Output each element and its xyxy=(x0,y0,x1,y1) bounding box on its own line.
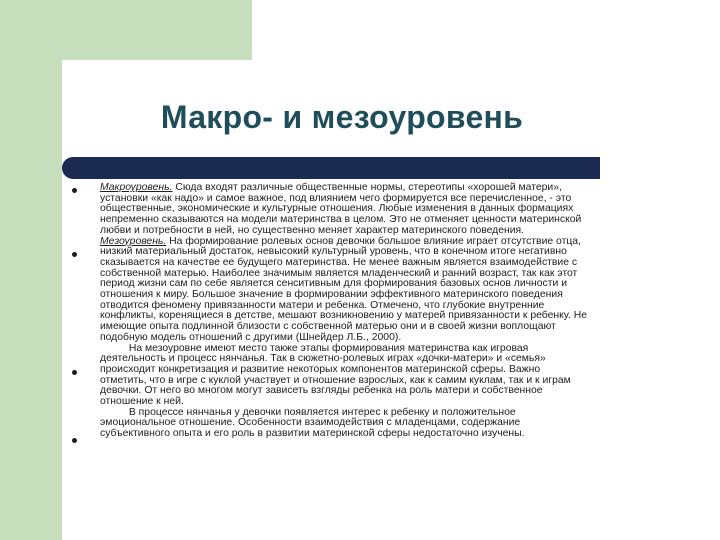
body-line: сказывается на качестве ее будущего материнства. Не менее важным является взаимодействие с xyxy=(100,256,578,268)
left-decoration-band xyxy=(0,0,62,540)
slide-body xyxy=(100,183,670,440)
slide-title: Макро- и мезоуровень xyxy=(160,99,524,135)
paragraph-play xyxy=(100,344,670,408)
body-line: имеющие опыта подлинной близости с собственной матерью они и в своей жизни воплощают xyxy=(100,321,556,333)
body-line: девочки. От него во многом могут зависеть взгляды ребенка на роль матери и собственное xyxy=(100,385,543,397)
meso-heading: Мезоуровень. xyxy=(100,235,167,247)
body-line: любви и потребности в ней, но существенно меняет характер материнского поведения. xyxy=(100,224,525,236)
paragraph-macro xyxy=(100,183,670,237)
bullet-icon xyxy=(72,188,77,193)
body-line: В процессе нянчанья у девочки появляется интерес к ребенку и положительное xyxy=(100,406,516,418)
body-line: низкий материальный достаток, невысокий культурный уровень, что в конечном итоге негативно xyxy=(100,246,567,258)
body-line: собственной матерью. Наиболее значимым является младенческий и ранний возраст, так как этот xyxy=(100,267,578,279)
bullet-column xyxy=(72,0,92,540)
body-line: отношение к ней. xyxy=(100,396,184,408)
body-line: На мезоуровне имеют место также этапы формирования материнства как игровая xyxy=(100,342,529,354)
bullet-icon xyxy=(72,370,77,375)
body-line: конфликты, коренящиеся в детстве, мешают возникновению у матерей привязанности к ребенку. Не xyxy=(100,310,588,322)
body-line: период жизни сам по себе является сенситивным для формирования базовых основ личности и xyxy=(100,278,568,290)
paragraph-meso xyxy=(100,237,670,344)
body-line: эмоциональное отношение. Особенности взаимодействия с младенцами, содержание xyxy=(100,417,521,429)
body-line: непременно сказываются на модели материнства в целом. Это не отменяет ценности материнской xyxy=(100,214,582,226)
body-line: установки «как надо» и самое важное, под влиянием чего формируется все перечисленное, - это xyxy=(100,192,572,204)
title-underline-bar xyxy=(62,157,600,179)
top-decoration-band xyxy=(0,0,252,60)
body-line: субъективного опыта и его роль в развитии материнской сферы недостаточно изучены. xyxy=(100,428,525,440)
paragraph-nursing xyxy=(100,408,670,440)
body-line: отводится феномену привязанности матери и ребенка. Отмечено, что глубокие внутренние xyxy=(100,299,545,311)
bullet-icon xyxy=(72,252,77,257)
body-line: происходит конкретизация и развитие некоторых компонентов материнской сферы. Важно xyxy=(100,363,541,375)
macro-heading: Макроуровень. xyxy=(100,182,173,193)
body-line: деятельность и процесс нянчанья. Так в сюжетно-ролевых играх «дочки-матери» и «семья» xyxy=(100,353,546,365)
body-line: На формирование ролевых основ девочки большое влияние играет отсутствие отца, xyxy=(166,235,581,247)
bullet-icon xyxy=(72,438,77,443)
body-line: отношения к миру. Большое значение в формировании эффективного материнского поведения xyxy=(100,289,563,301)
body-line: отметить, что в игре с куклой участвует и отношение взрослых, как к самим куклам, так и к играм xyxy=(100,374,571,386)
body-line: подобную модель отношений с другими (Шнейдер Л.Б., 2000). xyxy=(100,331,402,343)
body-line: Сюда входят различные общественные нормы, стереотипы «хорошей матери», xyxy=(172,182,562,193)
body-line: общественные, экономические и культурные отношения. Любые изменения в данных формациях xyxy=(100,203,574,215)
